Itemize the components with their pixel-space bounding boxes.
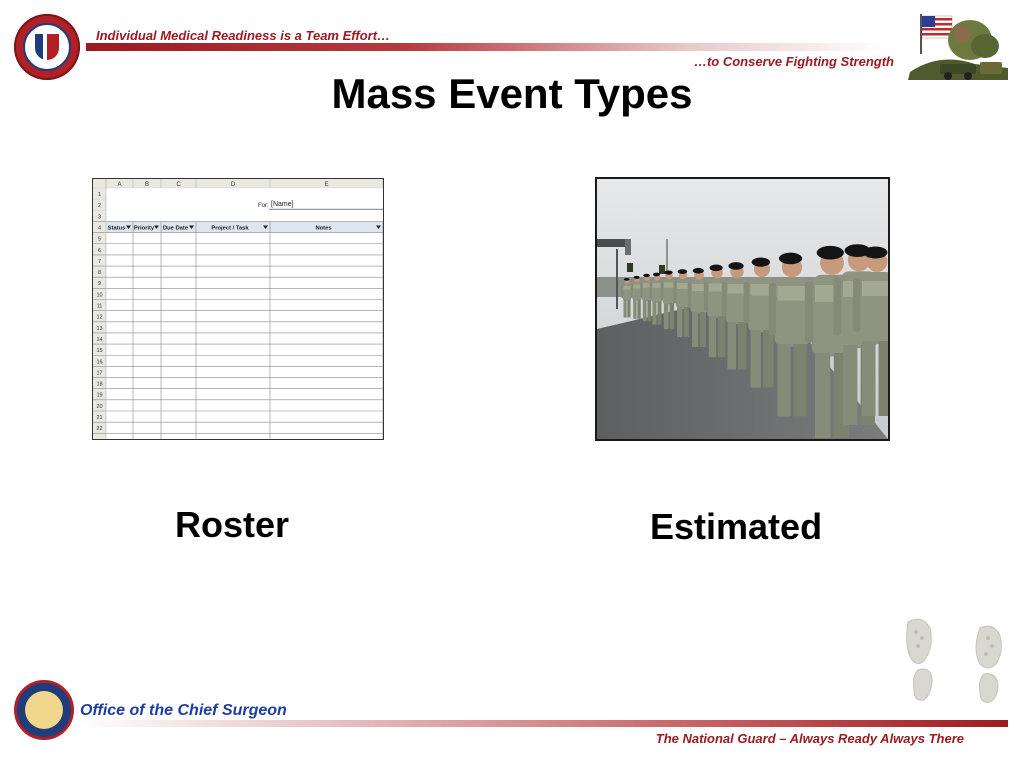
header-tagline-right: …to Conserve Fighting Strength	[693, 54, 894, 69]
name-value: [Name]	[271, 201, 294, 209]
column-header-c: C	[176, 182, 181, 188]
row-number: 14	[96, 336, 103, 343]
row-number: 8	[97, 270, 102, 277]
row-number: 19	[96, 392, 103, 399]
row-number: 18	[96, 381, 103, 388]
roster-caption: Roster	[175, 504, 290, 545]
table-header-cell: Project / Task	[211, 225, 249, 232]
row-number: 3	[97, 214, 102, 221]
estimated-caption: Estimated	[650, 506, 823, 547]
table-header-cell: Due Date	[162, 225, 189, 232]
column-header-e: E	[324, 182, 329, 188]
slide-title: Mass Event Types	[331, 70, 693, 117]
row-number: 12	[96, 314, 103, 321]
row-number: 22	[96, 426, 103, 433]
row-number: 11	[96, 303, 103, 310]
column-header-d: D	[230, 182, 236, 188]
row-number: 10	[96, 292, 103, 299]
row-number: 15	[96, 348, 103, 355]
roster-spreadsheet-image	[92, 178, 384, 440]
footer-gradient-bar	[76, 720, 1008, 727]
column-header-b: B	[144, 182, 150, 188]
national-guard-seal-logo	[14, 680, 74, 740]
column-header-a: A	[117, 182, 122, 188]
row-number: 2	[97, 203, 102, 210]
row-number: 6	[97, 247, 102, 254]
row-number: 16	[96, 359, 103, 366]
row-number: 17	[96, 370, 103, 377]
row-number: 7	[97, 258, 102, 265]
row-number: 21	[96, 415, 103, 421]
header-gradient-bar	[86, 43, 886, 51]
row-number: 13	[96, 325, 103, 332]
footer-motto: The National Guard – Always Ready Always There	[655, 731, 964, 746]
row-number: 5	[97, 236, 102, 243]
table-header-cell: Priority	[133, 225, 155, 232]
for-label: For:	[258, 203, 269, 210]
header-tagline-left: Individual Medical Readiness is a Team Effort…	[96, 28, 391, 43]
spreadsheet-grid	[93, 179, 383, 439]
footer-office-name: Office of the Chief Surgeon	[80, 702, 287, 719]
marching-soldiers-photo	[595, 177, 890, 441]
row-number: 1	[97, 192, 102, 198]
row-number: 20	[96, 403, 103, 410]
table-header-cell: Notes	[315, 225, 332, 232]
boot-prints-icon	[900, 614, 1012, 706]
row-number: 9	[97, 281, 102, 288]
table-header-cell: Status	[107, 225, 126, 232]
row-number: 4	[97, 225, 102, 232]
